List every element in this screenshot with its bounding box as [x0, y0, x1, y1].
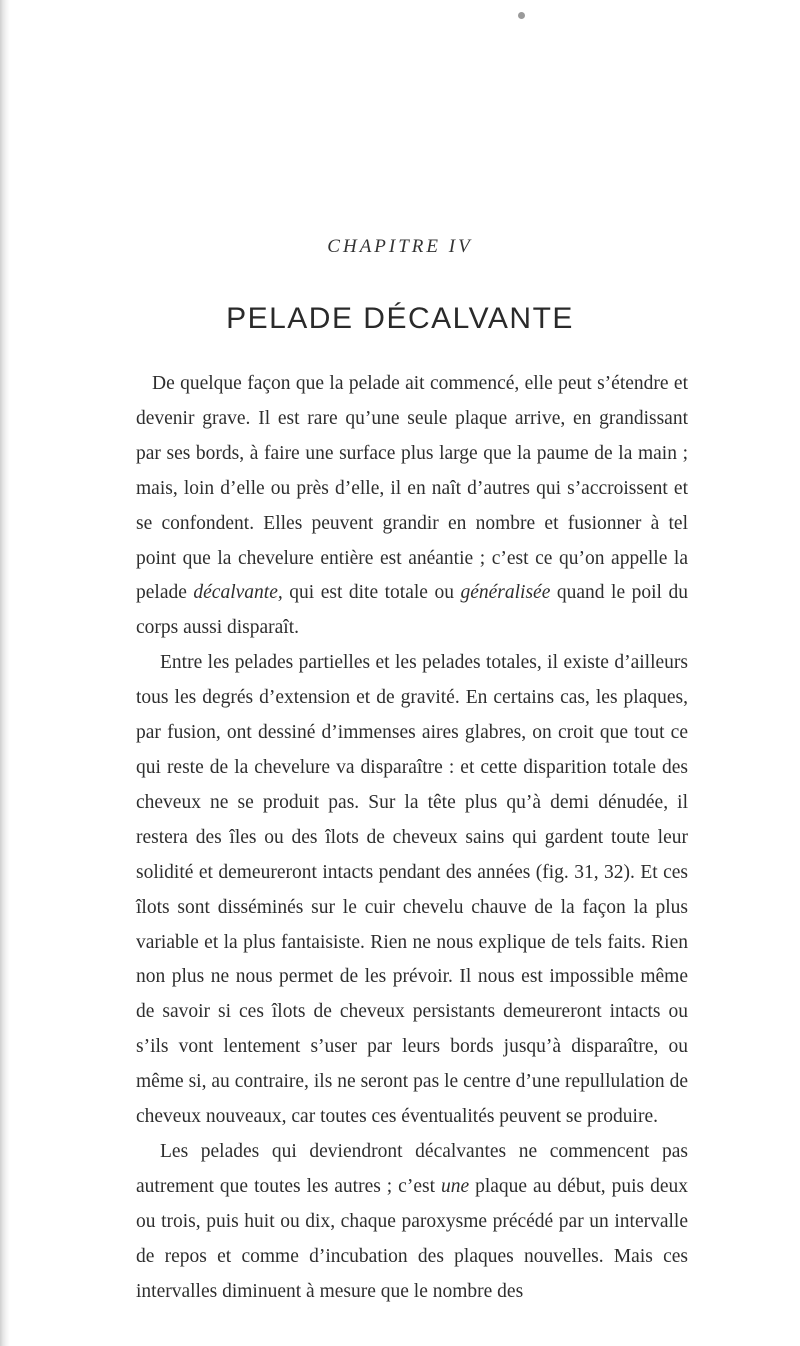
body-text	[136, 367, 688, 1309]
page-binding-edge	[0, 0, 10, 1346]
chapter-title: PELADE DÉCALVANTE	[226, 302, 574, 335]
text-run: qui est dite totale ou	[282, 582, 461, 604]
italic-run: une	[440, 1175, 470, 1197]
text-run: Entre les pelades partielles et les pelades totales, il existe d’ailleurs tous les degrés d’extension et de gravité. En certains cas, les plaques, par fusion, ont dessiné d’immenses aires glabres, on croit que tout ce qui reste de la chevelure va disparaître : et cette disparition totale des cheveux ne se produit pas. Sur la tête plus qu’à demi dénudée, il restera des îles ou des îlots de cheveux sains qui gardent toute leur solidité et demeureront intacts pendant des années (fig. 31, 32). Et ces îlots sont disséminés sur le cuir chevelu chauve de la façon la plus variable et la plus fantaisiste. Rien ne nous explique de tels faits. Rien non plus ne nous permet de les prévoir. Il nous est impossible même de savoir si ces îlots de cheveux persistants demeureront intacts ou s’ils vont lentement s’user par leurs bords jusqu’à disparaître, ou même si, au contraire, ils ne seront pas le centre d’une repullulation de cheveux nouveaux, car toutes ces éventualités peuvent se produire.	[136, 652, 688, 1128]
paragraph	[136, 646, 688, 1135]
italic-run: décalvante,	[193, 582, 283, 604]
chapter-label: CHAPITRE IV	[327, 236, 473, 257]
text-run: Les pelades qui deviendront décalvantes ne commencent pas autrement que toutes les autres ; c’est	[136, 1140, 688, 1197]
paragraph	[136, 1135, 688, 1310]
text-run: De quelque façon que la pelade ait commencé, elle peut s’étendre et devenir grave. Il est rare qu’une seule plaque arrive, en grandissant par ses bords, à faire une surface plus large que la paume de la main ; mais, loin d’elle ou près d’elle, il en naît d’autres qui s’accroissent et se confondent. Elles peuvent grandir en nombre et fusionner à tel point que la chevelure entière est anéantie ; c’est ce qu’on appelle la pelade	[136, 373, 688, 604]
ink-speck	[518, 12, 525, 19]
paragraph	[136, 367, 688, 646]
text-run: plaque au début, puis deux ou trois, puis huit ou dix, chaque paroxysme précédé par un intervalle de repos et comme d’incubation des plaques nouvelles. Mais ces intervalles diminuent à mesure que le nombre des	[136, 1175, 688, 1302]
text-run: quand le poil du corps aussi disparaît.	[136, 582, 688, 639]
italic-run: généralisée	[460, 582, 551, 604]
